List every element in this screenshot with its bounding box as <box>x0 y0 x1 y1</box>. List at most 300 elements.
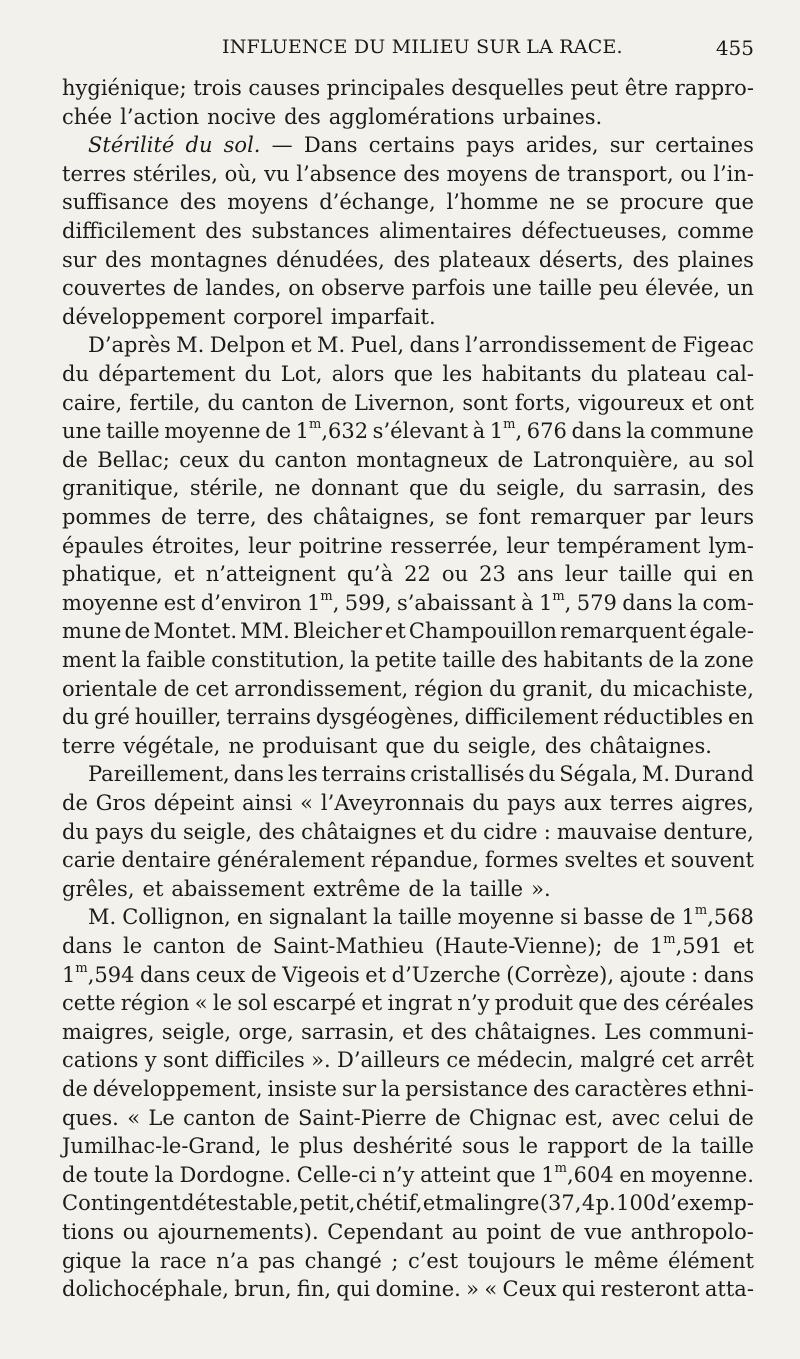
text-line <box>62 732 754 760</box>
word: de <box>549 1220 576 1244</box>
word: cette <box>62 991 116 1016</box>
word: formes <box>484 848 559 873</box>
word: canton <box>152 934 226 958</box>
word: cations <box>62 1048 139 1073</box>
word: granitique, <box>62 476 180 501</box>
word: lym- <box>708 533 754 558</box>
word: Celle-ci <box>296 1162 377 1187</box>
word: n’y <box>382 1162 415 1187</box>
word: ceux <box>195 962 246 987</box>
word: souvent <box>670 848 754 873</box>
word: où, <box>224 161 258 186</box>
word: brun, <box>234 1277 292 1302</box>
word: dénudées, <box>276 247 385 272</box>
word: dépeint <box>153 791 235 815</box>
word: de <box>649 905 676 930</box>
word: de <box>497 447 524 472</box>
word: Montet. <box>153 619 238 644</box>
word: l’Aveyronnais <box>320 791 465 815</box>
word: de <box>250 962 277 987</box>
word: élevée, <box>645 276 721 301</box>
word: caire, <box>62 390 123 415</box>
word: l’homme <box>446 190 539 215</box>
word: du <box>432 733 460 758</box>
word: chétif, <box>355 1191 423 1216</box>
word: de <box>636 1134 663 1159</box>
word: peu <box>598 276 639 301</box>
word: égale- <box>689 619 754 644</box>
word: granit, <box>522 676 594 701</box>
text-line <box>62 1104 754 1132</box>
word: ingrat <box>387 991 453 1016</box>
word: des <box>179 190 217 215</box>
word: au <box>451 1220 478 1244</box>
word: en <box>727 562 754 587</box>
word: Latronquière, <box>532 447 680 472</box>
word: Ségala, <box>559 762 638 787</box>
word: l’action <box>120 104 200 129</box>
word: châtaignes. <box>589 733 712 758</box>
word: terres <box>62 161 127 186</box>
word: ment <box>62 648 117 672</box>
word: produit <box>494 991 573 1016</box>
word: et <box>733 934 754 958</box>
word: des <box>104 247 142 272</box>
word: signalant <box>268 905 367 930</box>
word: ». <box>311 1048 331 1073</box>
word: sveltes <box>564 848 638 873</box>
word: sont <box>162 1048 209 1073</box>
word: 22 <box>404 562 431 587</box>
word: 1$^m$, <box>538 588 572 615</box>
text-line <box>62 1046 754 1074</box>
word: à <box>521 590 534 615</box>
word: arrêt <box>700 1048 754 1073</box>
word: du <box>599 676 627 701</box>
word: difficilement <box>62 219 196 243</box>
word: même <box>593 1248 659 1273</box>
word: que <box>409 476 449 501</box>
word: de <box>648 648 675 672</box>
word: terres <box>609 791 674 815</box>
word: du <box>472 791 500 815</box>
word: des <box>532 1077 570 1101</box>
word: seigle, <box>496 476 566 501</box>
word: arides, <box>525 133 599 158</box>
word: le <box>123 934 143 958</box>
word: 23 <box>479 562 506 587</box>
word: basse <box>583 905 644 930</box>
word: p. <box>595 1191 616 1216</box>
word: département <box>98 362 236 386</box>
word: stérile, <box>189 476 265 501</box>
word: Contingent <box>62 1191 181 1216</box>
word: réductibles <box>603 705 724 730</box>
word: taille <box>442 648 496 672</box>
word: de <box>124 619 151 644</box>
word: (Corrèze), <box>506 962 615 987</box>
word: par <box>654 505 691 529</box>
text-line <box>62 646 754 674</box>
text-line <box>62 446 754 474</box>
word: la <box>131 1248 151 1273</box>
word: denture, <box>663 819 754 844</box>
word: pays <box>507 791 556 815</box>
word: région <box>120 991 190 1016</box>
word: en <box>619 1162 646 1187</box>
word: houiller, <box>134 705 222 730</box>
word: « <box>300 791 314 815</box>
word: carie <box>62 848 116 873</box>
word: imparfait. <box>330 304 436 329</box>
word: Delpon <box>209 333 286 358</box>
word: du <box>575 476 603 501</box>
text-line <box>62 789 754 817</box>
word: et <box>422 1191 444 1216</box>
word: de <box>163 676 190 701</box>
word: on <box>288 276 315 301</box>
word: produisant <box>262 733 378 758</box>
word: des <box>266 505 304 529</box>
word: ajoute <box>619 962 686 987</box>
word: Bleicher <box>292 619 382 644</box>
word: canton <box>241 390 314 415</box>
word: Bellac; <box>97 447 170 472</box>
word: cidre <box>483 819 538 844</box>
word: de <box>651 333 678 358</box>
word: (37, <box>539 1191 582 1216</box>
word: d’Uzerche <box>391 962 501 987</box>
word: ont <box>719 390 754 415</box>
word: leurs <box>700 505 754 529</box>
word: zone <box>704 648 754 672</box>
text-line <box>62 1189 754 1217</box>
word: s’élevant <box>372 419 469 444</box>
word: seigle, <box>183 819 253 844</box>
text-line <box>62 932 754 960</box>
word: dans <box>571 419 622 444</box>
word: avec <box>611 1105 661 1130</box>
word: 676 <box>526 419 567 444</box>
word: en <box>727 705 754 730</box>
word: une <box>62 419 102 444</box>
word: de <box>62 791 88 815</box>
word: 1$^m$, <box>489 417 523 444</box>
text-line <box>62 1161 754 1189</box>
word: mauvaise <box>556 819 658 844</box>
word: habitants <box>543 648 644 672</box>
word: une <box>492 276 532 301</box>
word: M. <box>88 905 117 930</box>
word: 100 <box>616 1191 657 1216</box>
word: médecin, <box>476 1048 574 1073</box>
word: peut <box>570 76 619 100</box>
word: resteront <box>600 1277 700 1302</box>
word: Collignon, <box>122 905 231 930</box>
word: domine. <box>375 1277 461 1302</box>
word: y <box>144 1048 157 1073</box>
word: petite <box>374 648 437 672</box>
word: taille <box>469 876 524 901</box>
word: forts, <box>514 390 572 415</box>
word: du <box>489 676 517 701</box>
word: sarrasin, <box>301 1019 395 1044</box>
word: élément <box>668 1248 754 1273</box>
word: D’ailleurs <box>337 1048 440 1073</box>
word: taille <box>106 419 160 444</box>
word: parfois <box>411 276 486 301</box>
word: est <box>163 590 196 615</box>
word: et <box>361 991 383 1016</box>
word: de <box>434 1105 461 1130</box>
word: Durand <box>674 762 754 787</box>
word: gré <box>93 705 130 730</box>
word: des <box>393 247 431 272</box>
word: phatique, <box>62 562 163 587</box>
word: des <box>622 991 660 1016</box>
text-line <box>62 617 754 645</box>
word: ne <box>274 476 301 501</box>
word: faible <box>146 648 206 672</box>
word: du <box>62 705 89 730</box>
word: de <box>265 419 292 444</box>
word: du <box>528 762 556 787</box>
word: de <box>613 934 640 958</box>
word: châtaignes. <box>474 1019 597 1044</box>
word: Dans <box>303 133 358 158</box>
word: — <box>271 133 293 158</box>
word: hygiénique; <box>62 76 187 100</box>
word: vigoureux <box>578 390 685 415</box>
word: malingre <box>444 1191 540 1216</box>
word: ». <box>531 876 551 901</box>
word: taille <box>618 562 673 587</box>
word: difficiles <box>214 1048 305 1073</box>
word: dans <box>409 333 460 358</box>
word: insiste <box>267 1077 337 1101</box>
word: Le <box>148 1105 175 1130</box>
word: trois <box>193 76 242 100</box>
text-line <box>62 675 754 703</box>
word: les <box>287 762 318 787</box>
word: la <box>373 905 393 930</box>
word: châtaignes <box>301 819 417 844</box>
word: c’est <box>407 1248 459 1273</box>
text-line <box>62 303 754 331</box>
word: atta- <box>704 1277 754 1302</box>
word: race <box>159 1248 207 1273</box>
word: sur <box>609 133 645 158</box>
word: 1$^m$, <box>307 588 340 615</box>
word: dolichocéphale, <box>62 1277 229 1302</box>
word: maigres, <box>62 1019 155 1044</box>
word: point <box>486 1220 542 1244</box>
word: du <box>458 476 486 501</box>
word: ne <box>549 190 576 215</box>
word: constitution, <box>211 648 346 672</box>
word: seigle, <box>161 1019 232 1044</box>
word: l’in- <box>713 161 754 186</box>
word: certains <box>368 133 455 158</box>
word: qu’à <box>346 562 394 587</box>
text-line <box>62 389 754 417</box>
word: de <box>172 276 199 301</box>
word: escarpé <box>272 991 357 1016</box>
text-line <box>62 474 754 502</box>
word: causes <box>248 76 321 100</box>
word: d’échange, <box>319 190 436 215</box>
word: étroites, <box>151 533 241 558</box>
word: abaissement <box>171 876 305 901</box>
word: aigres, <box>681 791 754 815</box>
word: fertile, <box>129 390 201 415</box>
word: de <box>727 1105 754 1130</box>
word: MM. <box>240 619 290 644</box>
word: d’exemp- <box>656 1191 754 1216</box>
word: seigle, <box>467 733 537 758</box>
word: des <box>205 219 242 243</box>
word: la <box>381 1077 401 1101</box>
word: épaules <box>62 533 144 558</box>
word: canton <box>274 447 347 472</box>
word: micachiste, <box>632 676 754 701</box>
word: l’absence <box>296 161 397 186</box>
word: caractères <box>574 1077 688 1101</box>
word: com- <box>702 590 754 615</box>
word: le <box>212 991 233 1016</box>
word: végétale, <box>123 733 221 758</box>
word: : <box>691 962 699 987</box>
word: landes, <box>205 276 282 301</box>
word: et <box>365 962 387 987</box>
word: pays <box>466 133 515 158</box>
word: dans <box>62 934 113 958</box>
word: et <box>384 619 406 644</box>
word: de <box>62 447 88 472</box>
word: canton <box>183 1105 256 1130</box>
word: cet <box>195 676 229 701</box>
word: se <box>445 505 469 529</box>
word: dans <box>622 590 673 615</box>
word: Dordogne. <box>179 1162 292 1187</box>
word: du <box>590 362 618 386</box>
word: 579 <box>576 590 617 615</box>
word: la <box>679 648 699 672</box>
word: des <box>632 247 670 272</box>
word: montagnes <box>150 247 268 272</box>
word: les <box>442 362 473 386</box>
word: l’arrondissement <box>465 333 646 358</box>
word: terre, <box>196 505 257 529</box>
word: observe <box>321 276 405 301</box>
word: céréales <box>664 991 754 1016</box>
word: moyens <box>227 190 309 215</box>
word: du <box>450 819 477 844</box>
word: la <box>442 876 462 901</box>
text-line <box>62 1218 754 1246</box>
word: « <box>484 1277 498 1302</box>
text-line <box>88 903 754 931</box>
word: la <box>154 1162 174 1187</box>
word: 599, <box>344 590 392 615</box>
word: cet <box>661 1048 695 1073</box>
word: ainsi <box>242 791 293 815</box>
text-line <box>62 1275 754 1303</box>
word: Gros <box>95 791 146 815</box>
word: arrondissement, <box>234 676 409 701</box>
text-line <box>62 818 754 846</box>
word: du <box>62 362 89 386</box>
word: alimentaires <box>379 219 512 243</box>
word: la <box>672 1134 692 1159</box>
word: terrains <box>321 762 407 787</box>
word: que <box>496 1162 536 1187</box>
text-line <box>62 589 754 617</box>
text-line <box>88 131 754 159</box>
page-number: 455 <box>715 36 754 60</box>
word: leur <box>248 533 291 558</box>
text-line <box>88 760 754 788</box>
word: qui <box>683 562 717 587</box>
text-line <box>62 703 754 731</box>
word: changé <box>304 1248 382 1273</box>
word: ; <box>391 1248 399 1273</box>
word: couvertes <box>62 276 166 301</box>
word: de <box>236 934 262 958</box>
text-line <box>62 560 754 588</box>
text-line <box>62 1132 754 1160</box>
word: celui <box>668 1105 720 1130</box>
word: que <box>385 733 425 758</box>
text-line <box>62 846 754 874</box>
word: principales <box>326 76 445 100</box>
word: terrains <box>226 705 311 730</box>
word: et <box>402 1019 424 1044</box>
word: 1$^m$,594 <box>62 960 135 987</box>
word: tions <box>62 1220 115 1244</box>
text-line <box>62 74 754 102</box>
word: font <box>478 505 521 529</box>
text-line <box>62 1247 754 1275</box>
word: des <box>544 733 582 758</box>
word: pommes <box>62 505 152 529</box>
word: orientale <box>62 676 158 701</box>
text-line <box>62 188 754 216</box>
word: gique <box>62 1248 122 1273</box>
word: cal- <box>715 362 754 386</box>
word: moyens <box>446 161 528 186</box>
word: Saint-Pierre <box>298 1105 427 1130</box>
word: de <box>62 1077 88 1101</box>
word: toujours <box>467 1248 556 1273</box>
word: dysgéogènes, <box>315 705 460 730</box>
word: un <box>726 276 754 301</box>
word: sous <box>461 1134 510 1159</box>
word: ethni- <box>692 1077 754 1101</box>
word: sol <box>237 991 268 1016</box>
word: D’après <box>88 333 171 358</box>
word: communi- <box>648 1019 754 1044</box>
word: taille <box>538 276 593 301</box>
text-line <box>62 989 754 1017</box>
word: répandue, <box>370 848 479 873</box>
word: de <box>534 161 561 186</box>
word: des <box>284 104 321 129</box>
word: développement <box>62 304 226 329</box>
text-line <box>88 331 754 359</box>
text-line <box>62 503 754 531</box>
text-line <box>62 360 754 388</box>
